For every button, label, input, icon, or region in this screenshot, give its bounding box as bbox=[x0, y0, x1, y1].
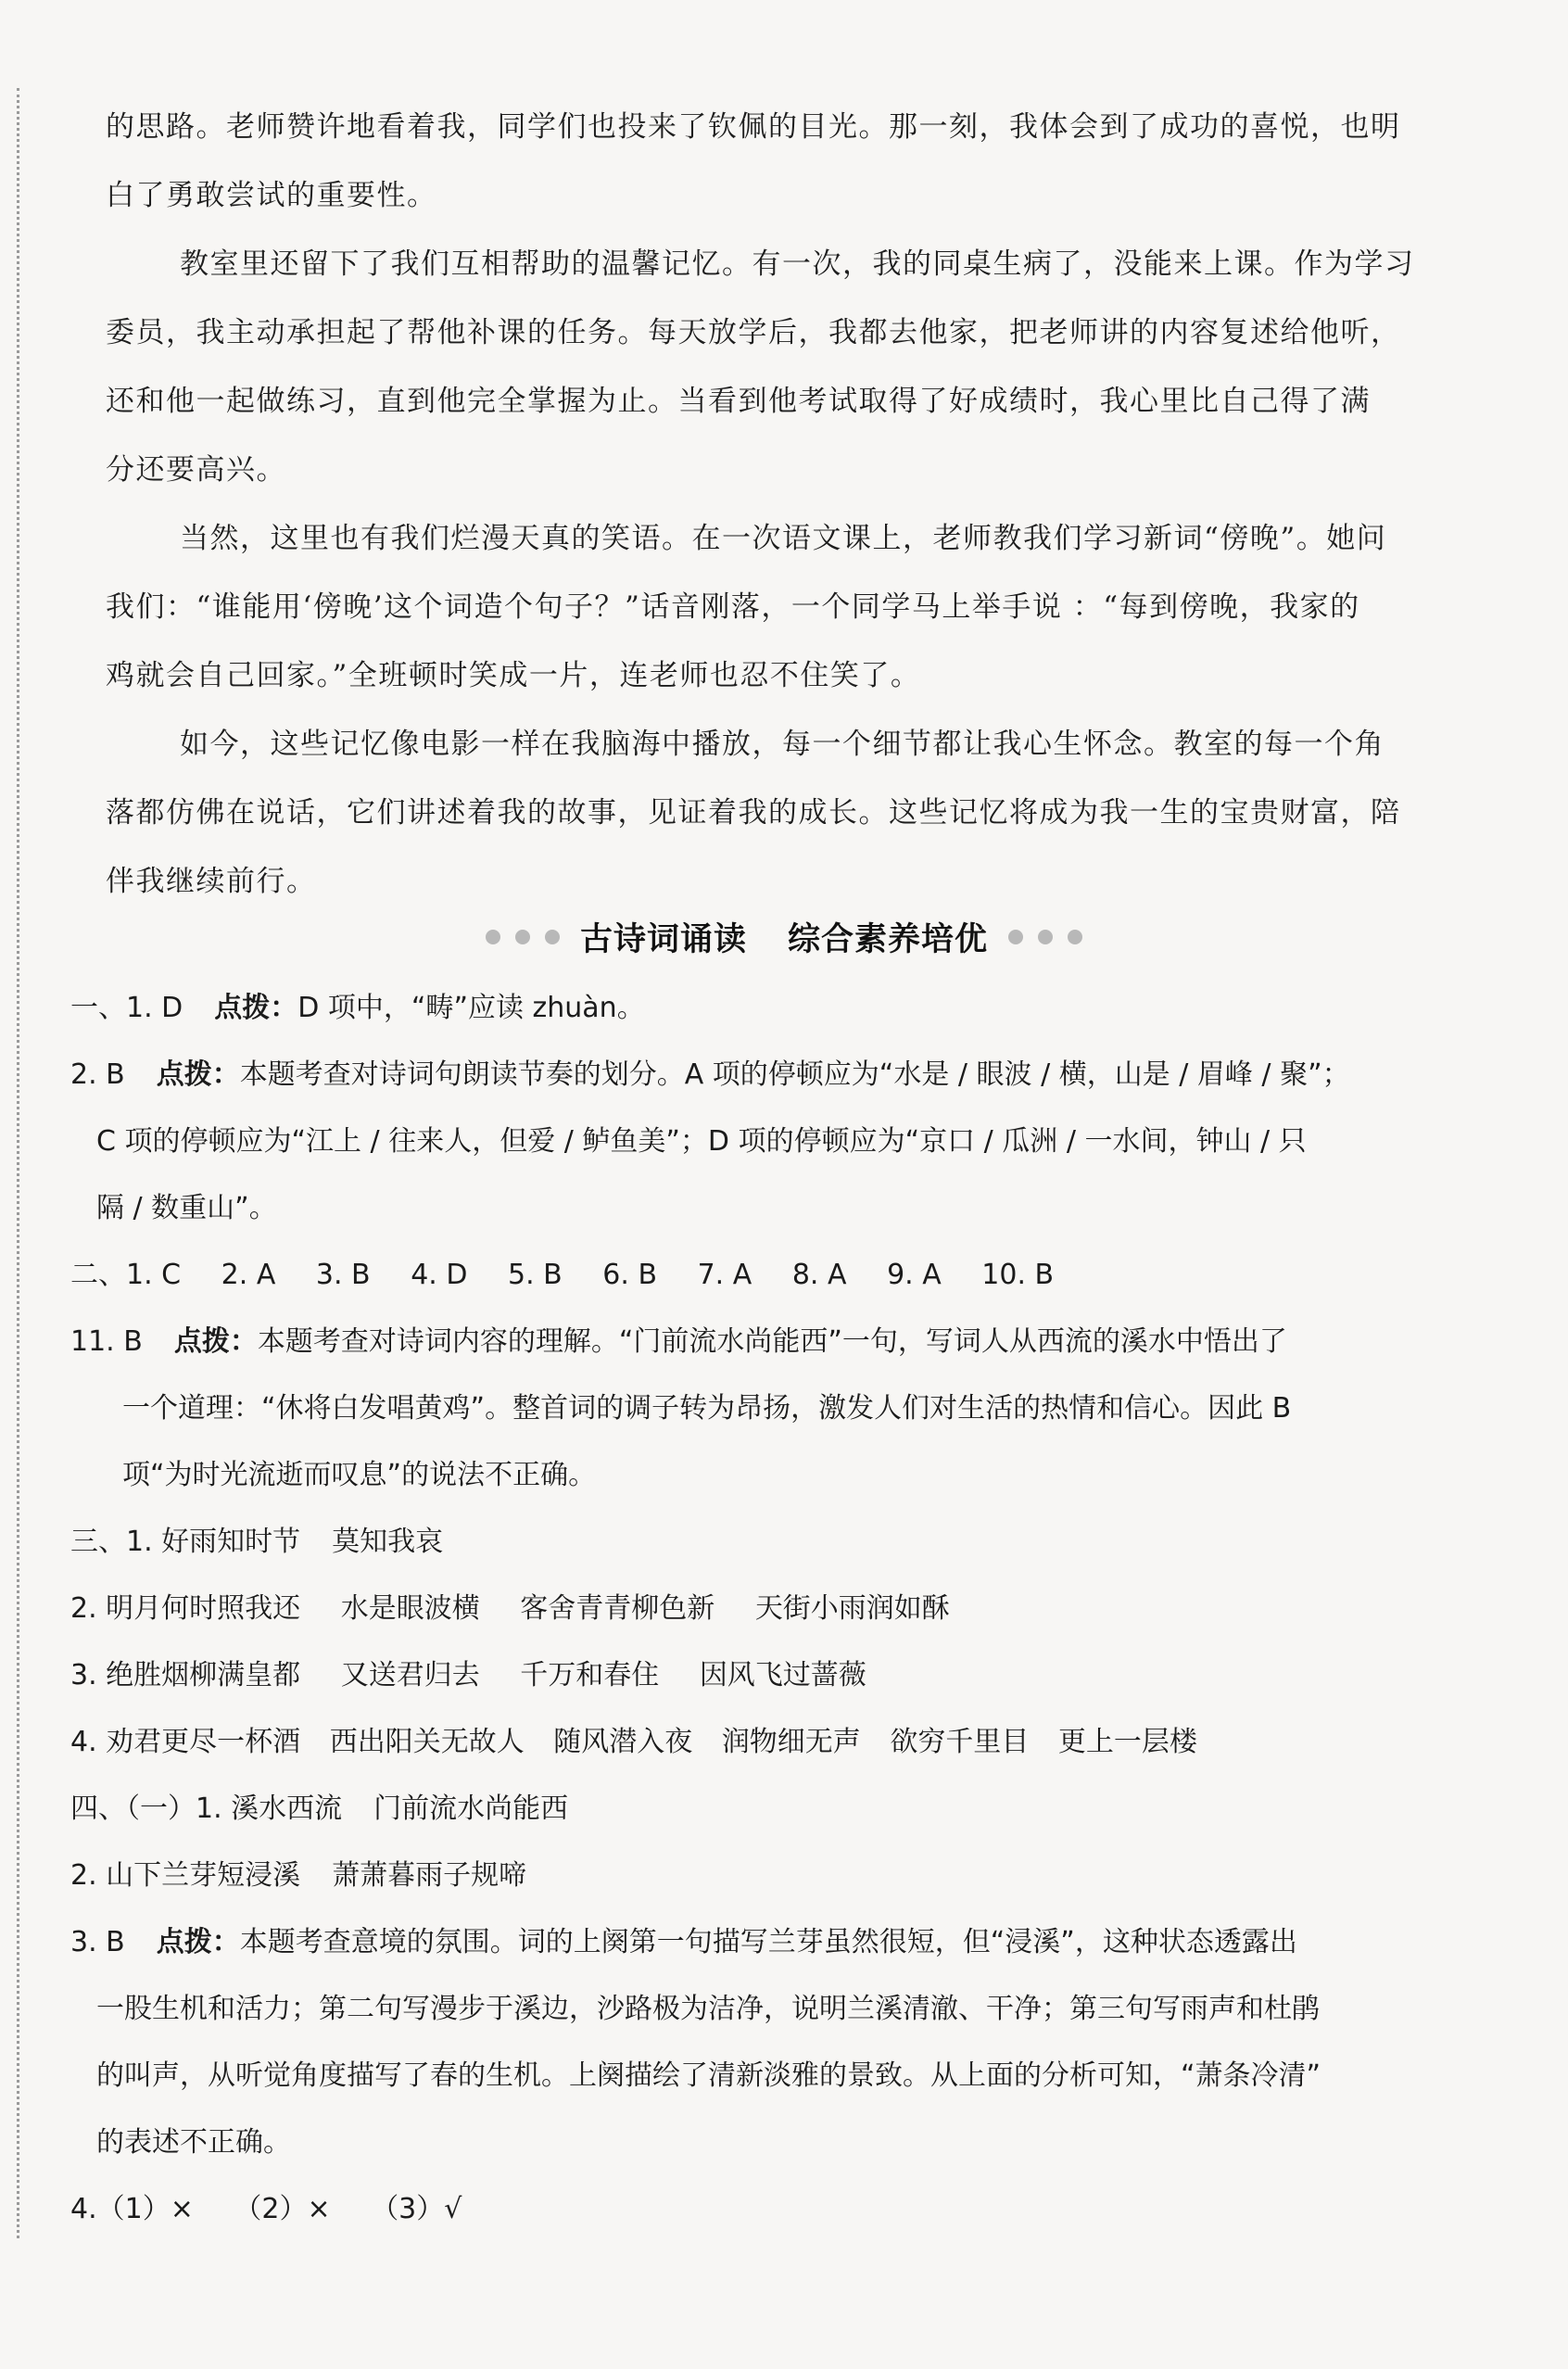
decorative-dots-left bbox=[486, 930, 560, 944]
answer-row: 的表述不正确。 bbox=[96, 2126, 291, 2159]
essay-line: 白了勇敢尝试的重要性。 bbox=[106, 179, 437, 212]
answer-row: 一股生机和活力；第二句写漫步于溪边，沙路极为洁净，说明兰溪清澈、干净；第三句写雨声和杜鹃 bbox=[96, 1993, 1320, 2025]
answer-key bbox=[70, 975, 1479, 2243]
essay-line: 落都仿佛在说话，它们讲述着我的故事，见证着我的成长。这些记忆将成为我一生的宝贵财富，陪 bbox=[106, 796, 1401, 830]
answer-row: 2. 山下兰芽短浸溪 萧萧暮雨子规啼 bbox=[70, 1859, 527, 1892]
answer-row: 4. 劝君更尽一杯酒 西出阳关无故人 随风潜入夜 润物细无声 欲穷千里目 更上一层楼 bbox=[70, 1726, 1197, 1758]
answer-row: 2. B 点拨：本题考查对诗词句朗读节奏的划分。A 项的停顿应为“水是 / 眼波 / 横，山是 / 眉峰 / 聚”； bbox=[70, 1058, 1350, 1091]
essay-line: 分还要高兴。 bbox=[106, 453, 286, 487]
answer-row: 2. 明月何时照我还 水是眼波横 客舍青青柳色新 天街小雨润如酥 bbox=[70, 1592, 950, 1625]
answer-row: 项“为时光流逝而叹息”的说法不正确。 bbox=[122, 1459, 597, 1491]
answer-row: 隔 / 数重山”。 bbox=[96, 1192, 277, 1224]
essay-line: 如今，这些记忆像电影一样在我脑海中播放，每一个细节都让我心生怀念。教室的每一个角 bbox=[180, 728, 1385, 761]
answer-row: C 项的停顿应为“江上 / 往来人，但爱 / 鲈鱼美”；D 项的停顿应为“京口 / 瓜洲 / 一水间，钟山 / 只 bbox=[96, 1125, 1307, 1158]
answer-row: 11. B 点拨：本题考查对诗词内容的理解。“门前流水尚能西”一句，写词人从西流的溪水中悟出了 bbox=[70, 1325, 1287, 1358]
section-title: 古诗词诵读 综合素养培优 bbox=[579, 921, 989, 958]
essay-line: 委员，我主动承担起了帮他补课的任务。每天放学后，我都去他家，把老师讲的内容复述给他听， bbox=[106, 316, 1401, 349]
answer-row: 的叫声，从听觉角度描写了春的生机。上阕描绘了清新淡雅的景致。从上面的分析可知，“萧条冷清” bbox=[96, 2059, 1321, 2092]
essay-text bbox=[106, 93, 1468, 916]
answer-row: 四、（一）1. 溪水西流 门前流水尚能西 bbox=[70, 1793, 569, 1825]
answer-row: 3. B 点拨：本题考查意境的氛围。词的上阕第一句描写兰芽虽然很短，但“浸溪”，这种状态透露出 bbox=[70, 1926, 1297, 1958]
answer-row: 一个道理：“休将白发唱黄鸡”。整首词的调子转为昂扬，激发人们对生活的热情和信心。因此 B bbox=[122, 1392, 1292, 1425]
answer-row: 一、1. D 点拨：D 项中，“畴”应读 zhuàn。 bbox=[70, 992, 645, 1024]
margin-dotted-line bbox=[17, 88, 19, 2238]
essay-line: 当然，这里也有我们烂漫天真的笑语。在一次语文课上，老师教我们学习新词“傍晚”。她问 bbox=[180, 522, 1387, 555]
essay-line: 伴我继续前行。 bbox=[106, 865, 317, 898]
answer-row: 二、1. C 2. A 3. B 4. D 5. B 6. B 7. A 8. A 9. A 10. B bbox=[70, 1259, 1055, 1291]
section-heading bbox=[0, 904, 1568, 970]
answer-row: 3. 绝胜烟柳满皇都 又送君归去 千万和春住 因风飞过蔷薇 bbox=[70, 1659, 866, 1691]
answer-row: 4.（1）× （2）× （3）√ bbox=[70, 2193, 462, 2225]
essay-line: 鸡就会自己回家。”全班顿时笑成一片，连老师也忍不住笑了。 bbox=[106, 659, 921, 692]
essay-line: 教室里还留下了我们互相帮助的温馨记忆。有一次，我的同桌生病了，没能来上课。作为学习 bbox=[180, 247, 1415, 281]
answer-row: 三、1. 好雨知时节 莫知我哀 bbox=[70, 1526, 444, 1558]
essay-line: 我们：“谁能用‘傍晚’这个词造个句子？”话音刚落，一个同学马上举手说 ：“每到傍晚，我家的 bbox=[106, 590, 1360, 624]
essay-line: 的思路。老师赞许地看着我，同学们也投来了钦佩的目光。那一刻，我体会到了成功的喜悦，也明 bbox=[106, 110, 1401, 144]
decorative-dots-right bbox=[1008, 930, 1082, 944]
essay-line: 还和他一起做练习，直到他完全掌握为止。当看到他考试取得了好成绩时，我心里比自己得了满 bbox=[106, 385, 1371, 418]
